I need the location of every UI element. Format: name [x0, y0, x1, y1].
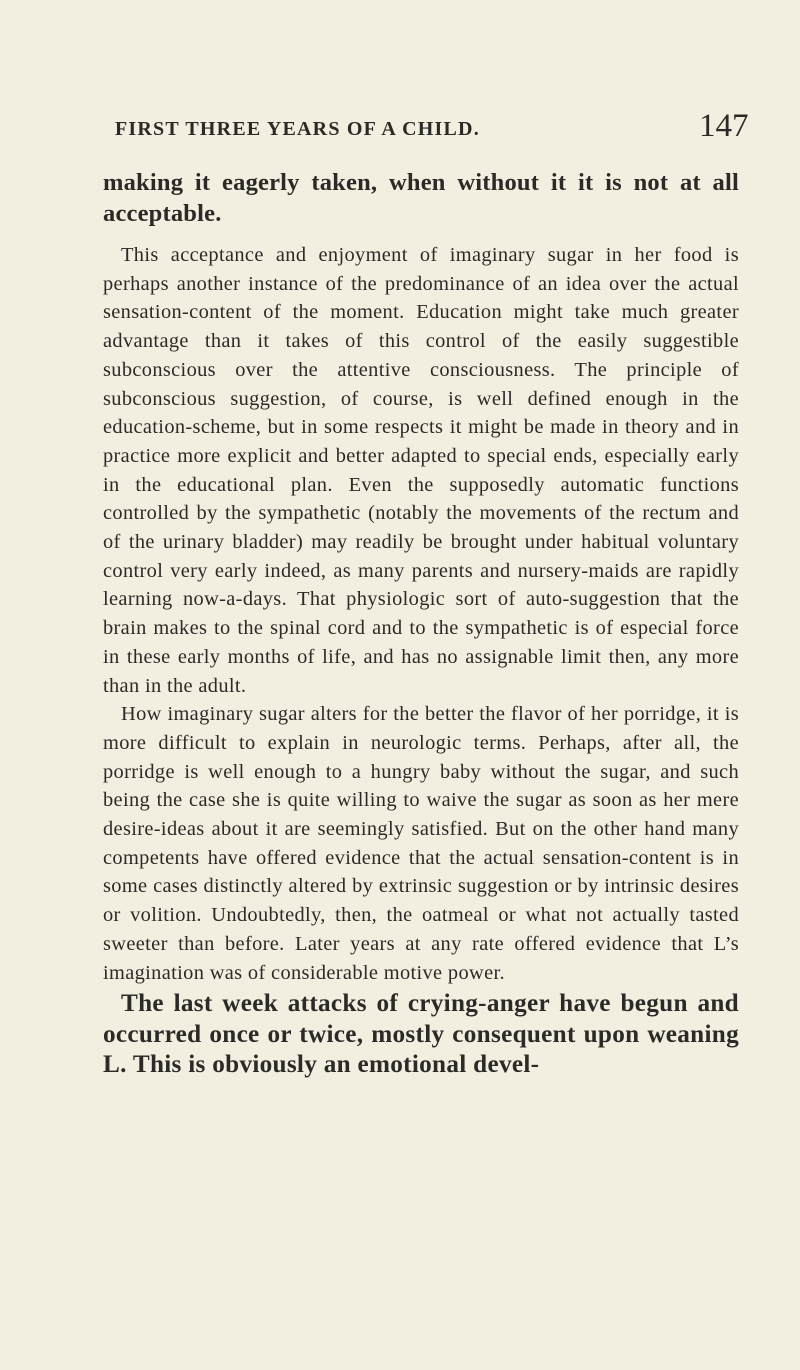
paragraph-porridge-flavor: How imaginary sugar alters for the better the flavor of her porridge, it is more difficult to explain in neurologic terms. Perhaps, after all, the porridge is well enough to a hungry baby without the sugar, and such being the case she is quite willing to waive the sugar as soon as her mere desire-ideas about it are seemingly satisfied. But on the other hand many competents have offered evidence that the actual sensation-content is in some cases distinctly altered by extrinsic suggestion or by intrinsic desires or volition. Undoubtedly, then, the oatmeal or what not actually tasted sweeter than before. Later years at any rate offered evidence that L’s imagination was of considerable motive power.	[103, 703, 739, 984]
running-title: FIRST THREE YEARS OF A CHILD.	[115, 118, 480, 140]
paragraph-crying-anger: The last week attacks of crying-anger have begun and occurred once or twice, mostly consequent upon weaning L. This is obviously an emotional devel-	[103, 990, 739, 1079]
page-number: 147	[699, 108, 749, 144]
paragraph-imaginary-sugar: This acceptance and enjoyment of imaginary sugar in her food is perhaps another instance of the predominance of an idea over the actual sensation-content of the moment. Education might take much greater advantage than it takes of this control of the easily suggestible subconscious over the attentive consciousness. The principle of subconscious suggestion, of course, is well defined enough in the education-scheme, but in some respects it might be made in theory and in practice more explicit and better adapted to special ends, especially early in the educational plan. Even the supposedly automatic functions controlled by the sympathetic (notably the movements of the rectum and of the urinary bladder) may readily be brought under habitual voluntary control very early indeed, as many parents and nursery-maids are rapidly learning now-a-days. That physiologic sort of auto-suggestion that the brain makes to the spinal cord and to the sympathetic is of especial force in these early months of life, and has no assignable limit then, any more than in the adult.	[103, 244, 739, 697]
running-head	[0, 108, 800, 156]
paragraph-continuation: making it eagerly taken, when without it it is not at all acceptable.	[103, 169, 739, 227]
body-text	[103, 167, 739, 1081]
